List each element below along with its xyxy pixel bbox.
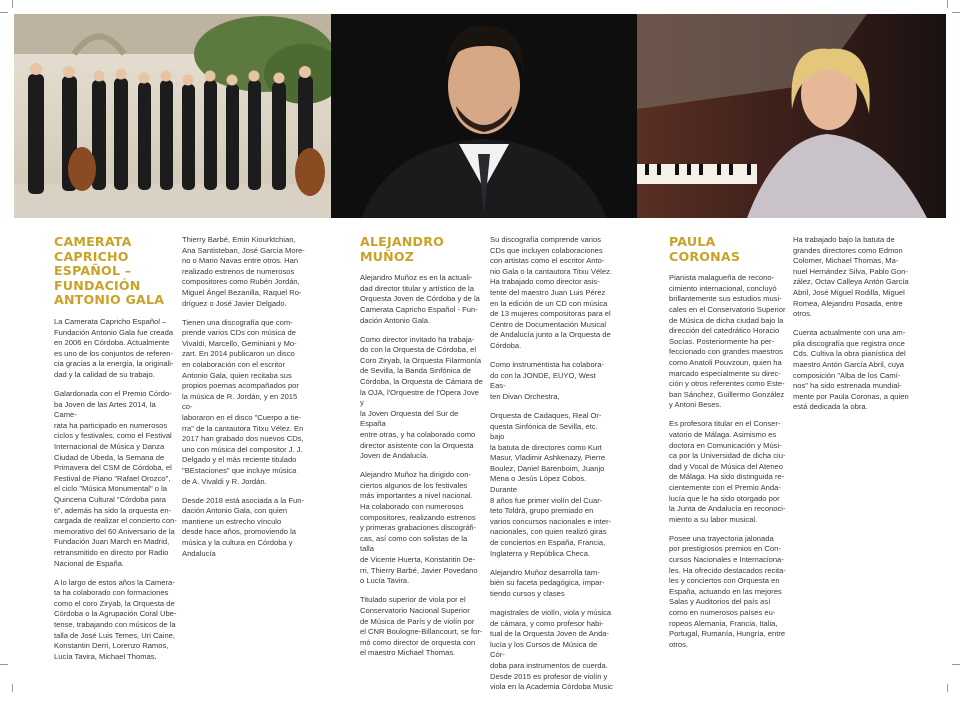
paragraph: Como director invitado ha trabaja- do con la Orquesta de Córdoba, el Coro Ziryab, la Orquesta Filarmonía de Sevilla, la Banda Sinfónica de Córdoba, la Orquesta de Cámara de la OJA, l'Orquestre de l'Ópera Jove y la Joven Orquesta del Sur de España entre otras, y ha colaborado como director asistente con la Orquesta Joven de Andalucía. xyxy=(360,334,483,461)
crop-mark xyxy=(12,0,13,8)
crop-mark xyxy=(947,684,948,692)
paragraph: Thierry Barbé, Emin Kiourktchian, Ana Santisteban, José García More- no o Mario Navas entre otros. Han realizado estrenos de numerosos compositores como Rubén Jordán, Miguel Ángel Bezanilla, Raquel Ro- dríguez o José Javier Delgado. xyxy=(182,235,305,308)
alejandro-column xyxy=(360,235,483,667)
paragraph: Posee una trayectoria jalonada por prestigiosos premios en Con- cursos Nacionales e Internaciona- les. Ha ofrecido destacados recita- les y conciertos con Orquesta en España, actuando en las mejores Salas y Auditorios del país así como en numerosos países eu- ropeos Alemania, Francia, Italia, Portugal, Rumanía, Hungría, entre otros. xyxy=(669,533,786,649)
paragraph: Titulado superior de viola por el Conservatorio Nacional Superior de Música de París y de violín por el CNR Boulogne-Billancourt, se for- mó como director de orquesta con el maestro Michael Thomas. xyxy=(360,595,483,658)
paragraph: Alejandro Muñoz es en la actuali- dad director titular y artístico de la Orquesta Joven de Córdoba y de la Camerata Capricho Español - Fun- dación Antonio Gala. xyxy=(360,273,480,325)
alejandro-heading: ALEJANDRO MUÑOZ xyxy=(360,234,445,264)
paragraph: Cuenta actualmente con una am- plia discografía que registra once Cds. Cultiva la obra pianística del maestro Antón García Abril, cuya composición "Alba de los Camí- nos" ha sido estrenada mundial- mente por Paula Coronas, a quien está dedicada la obra. xyxy=(793,328,909,412)
camerata-column-continued xyxy=(182,235,307,568)
crop-mark xyxy=(12,684,13,692)
crop-mark xyxy=(0,12,8,13)
paragraph: Es profesora titular en el Conser- vatorio de Málaga. Asimismo es doctora en Comunicación y Músi- ca por la Universidad de dicha ciu- dad y Vocal de Música del Ateneo de Málaga. Ha sido distinguida re- cientemente con el Premio Anda- lucía que le ha sido otorgado por la Junta de Andalucía en reconoci- miento a su labor musical. xyxy=(669,419,786,524)
paragraph: Como instrumentista ha colabora- do con la JONDE, EUYO, West Eas- ten Divan Orchestra, xyxy=(490,360,604,401)
paragraph: Alejandro Muñoz ha dirigido con- ciertos algunos de los festivales más importantes a nivel nacional. Ha colaborado con numerosos compositores, realizando estrenos y primeras grabaciones discográfi- cas, así como con solistas de la talla de Vicente Huerta, Konstantin De- rri, Thierry Barbé, Javier Povedano o Lucía Tavira. xyxy=(360,470,478,586)
alejandro-column-continued xyxy=(490,235,613,701)
paragraph: magistrales de violín, viola y música de cámara, y como profesor habi- tual de la Orquesta Joven de Anda- lucía y los Cursos de Música de Cór- doba para instrumentos de cuerda. Desde 2015 es profesor de violín y viola en la Academia Córdoba Music xyxy=(490,608,613,692)
paragraph: Tienen una discografía que com- prende varios CDs con música de Vivaldi, Marcello, Geminiani y Mo- zart. En 2014 publicaron un disco en colaboración con el escritor Antonio Gala, quien recitaba sus propios poemas acompañados por la música de R. Jordán, y en 2015 co- laboraron en el disco "Cuerpo a tie- rra" de la cantautora Titxu Vélez. En 2017 han grabado dos nuevos CDs, uno con música del compositor J. J. Delgado y el más reciente titulado "BEstaciones" que incluye música de A. Vivaldi y R. Jordán. xyxy=(182,317,304,486)
crop-mark xyxy=(947,0,948,8)
crop-mark xyxy=(952,664,960,665)
camerata-column xyxy=(54,235,178,671)
paragraph: Galardonada con el Premio Córdo- ba Joven de las Artes 2014, la Came- rata ha participado en numerosos ciclos y festivales, como el Festival Internacional de Música y Danza Ciudad de Úbeda, la Semana de Primavera del CSM de Córdoba, el Festival de Piano "Rafael Orozco", el ciclo "Música Monumental" o la Quincena Cultural "Córdoba para ti", además ha sido la orquesta en- cargada de realizar el concierto con- memorativo del 60 Aniversario de la Fundación Juan March en Madrid, retransmitido en directo por Radio Nacional de España. xyxy=(54,389,177,568)
paragraph: Pianista malagueña de recono- cimiento internacional, concluyó brillantemente sus estudios musi- cales en el Conservatorio Superior de Música de dicha ciudad bajo la dirección del catedrático Horacio Socías. Posteriormente ha per- feccionado con grandes maestros como Anatoli Pouvzoun, quien ha marcado especialmente su direc- ción y otros referentes como Este- ban Sánchez, Guillermo González y Antoni Beses. xyxy=(669,273,786,410)
paragraph: A lo largo de estos años la Camera- ta ha colaborado con formaciones como el coro Ziryab, la Orquesta de Córdoba o la Agrupación Coral Ube- tense, trabajando con músicos de la talla de José Luis Temes, Uri Caine, Konstantin Derri, Lorenzo Ramos, Lucía Tavira, Michael Thomas, xyxy=(54,577,177,661)
paragraph: Su discografía comprende varios CDs que incluyen colaboraciones con artistas como el escritor Anto- nio Gala o la cantautora Titxu Vélez. Ha trabajado como director asis- tente del maestro Juan Luis Pérez en la edición de un CD con música de 13 mujeres compositoras para el Centro de Documentación Musical de Andalucía junto a la Orquesta de Córdoba. xyxy=(490,235,612,350)
portrait-photo xyxy=(331,14,637,218)
paula-heading: PAULA CORONAS xyxy=(669,234,741,264)
crop-mark xyxy=(952,12,960,13)
paragraph: La Camerata Capricho Español – Fundación Antonio Gala fue creada en 2006 en Córdoba. Actualmente es uno de los conjuntos de referen- cia gracias a la energía, la originali- dad y la calidad de su trabajo. xyxy=(54,316,174,379)
paragraph: Desde 2018 está asociada a la Fun- dación Antonio Gala, con quien mantiene un estrecho vínculo desde hace años, promoviendo la música y la cultura en Córdoba y Andalucía xyxy=(182,495,305,558)
crop-mark xyxy=(0,664,8,665)
paragraph: Orquesta de Cadaques, Real Or- questa Sinfónica de Sevilla, etc. bajo la batuta de directores como Kurt Masur, Vladimir Ashkenazy, Pierre Boulez, Daniel Barenboim, Juanjo Mena o Jesús López Cobos. Durante 8 años fue primer violín del Cuar- teto Toldrà, grupo premiado en varios concursos nacionales e inter- nacionales, con quien realizó giras de conciertos en España, Francia, Inglaterra y República Checa. xyxy=(490,410,612,558)
camerata-heading: CAMERATA CAPRICHO ESPAÑOL – FUNDACIÓN ANTONIO GALA xyxy=(54,234,165,308)
paula-column xyxy=(669,235,787,659)
paragraph: Ha trabajado bajo la batuta de grandes directores como Edmon Colomer, Michael Thomas, Ma- nuel Hernández Silva, Pablo Gon- zález, Octav Calleya Antón García Abril, José Miguel Rodilla, Miguel Romea, Alejandro Posada, entre otros. xyxy=(793,235,909,319)
orchestra-photo xyxy=(14,14,331,218)
paula-column-continued xyxy=(793,235,911,422)
paragraph: Alejandro Muñoz desarrolla tam- bién su faceta pedagógica, impar- tiendo cursos y clases xyxy=(490,567,605,598)
piano-photo xyxy=(637,14,946,218)
